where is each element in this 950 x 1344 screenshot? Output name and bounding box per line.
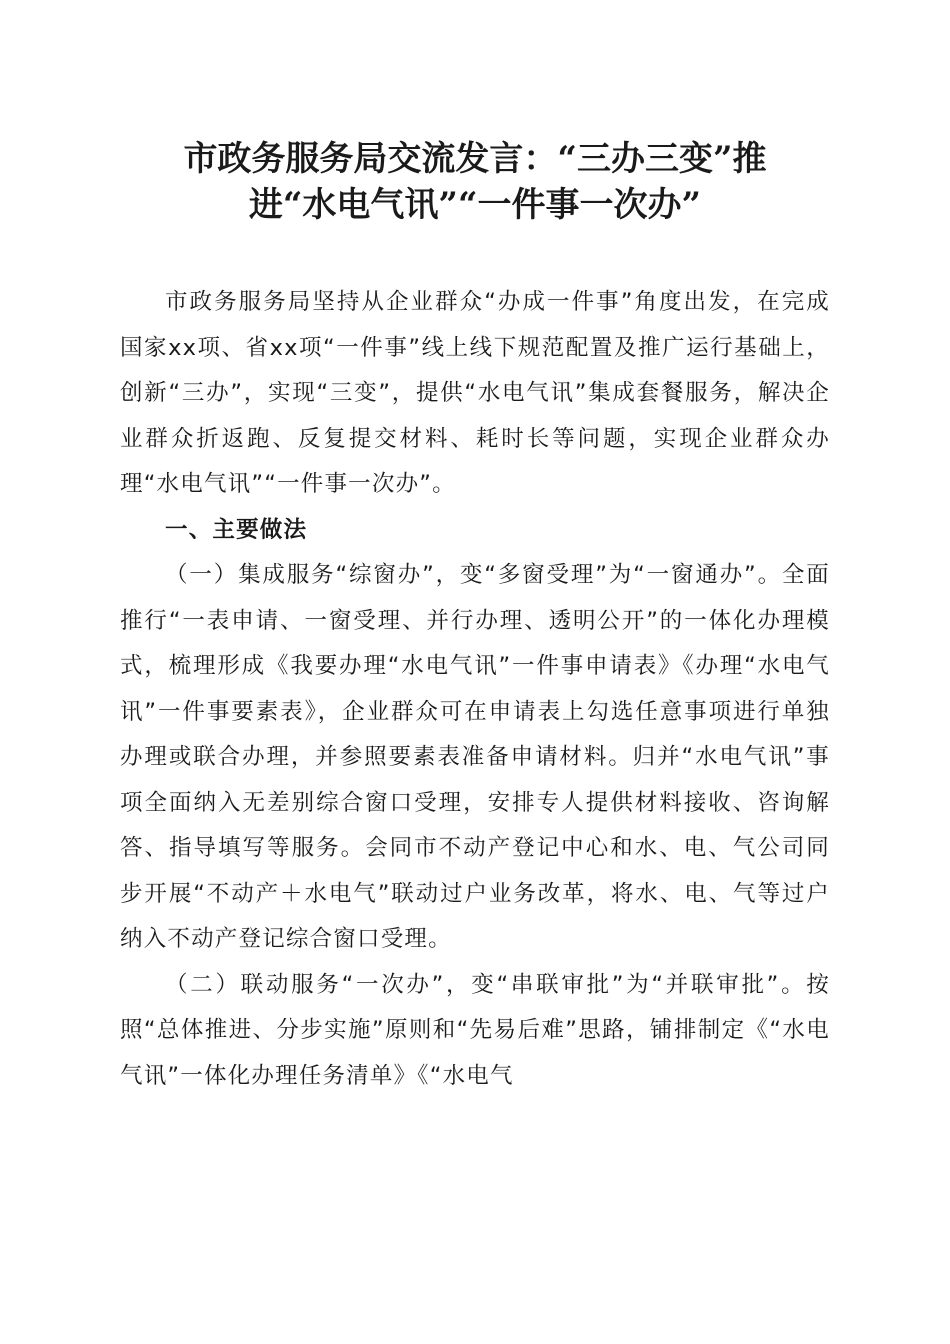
document-title-line-1: 市政务服务局交流发言：“三办三变”推 [183, 139, 767, 179]
item-paragraph-1: （一）集成服务“综窗办”，变“多窗受理”为“一窗通办”。全面推行“一表申请、一窗受理、并行办理、透明公开”的一体化办理模式，梳理形成《我要办理“水电气讯”一件事申请表》《办理“水电气讯”一件事要素表》，企业群众可在申请表上勾选任意事项进行单独办理或联合办理，并参照要素表准备申请材料。归并“水电气讯”事项全面纳入无差别综合窗口受理，安排专人提供材料接收、咨询解答、指导填写等服务。会同市不动产登记中心和水、电、气公司同步开展“不动产＋水电气”联动过户业务改革，将水、电、气等过户纳入不动产登记综合窗口受理。 [120, 562, 830, 952]
document-title-line-2: 进“水电气讯”“一件事一次办” [248, 185, 702, 225]
section-heading-main-practices: 一、主要做法 [165, 516, 308, 543]
document-body [120, 280, 830, 1099]
item-paragraph-2: （二）联动服务“一次办”，变“串联审批”为“并联审批”。按照“总体推进、分步实施”原则和“先易后难”思路，铺排制定《“水电气讯”一体化办理任务清单》《“水电气 [120, 971, 830, 1089]
intro-paragraph: 市政务服务局坚持从企业群众“办成一件事”角度出发，在完成国家xx项、省xx项“一件事”线上线下规范配置及推广运行基础上，创新“三办”，实现“三变”，提供“水电气讯”集成套餐服务，解决企业群众折返跑、反复提交材料、耗时长等问题，实现企业群众办理“水电气讯”“一件事一次办”。 [120, 289, 830, 497]
